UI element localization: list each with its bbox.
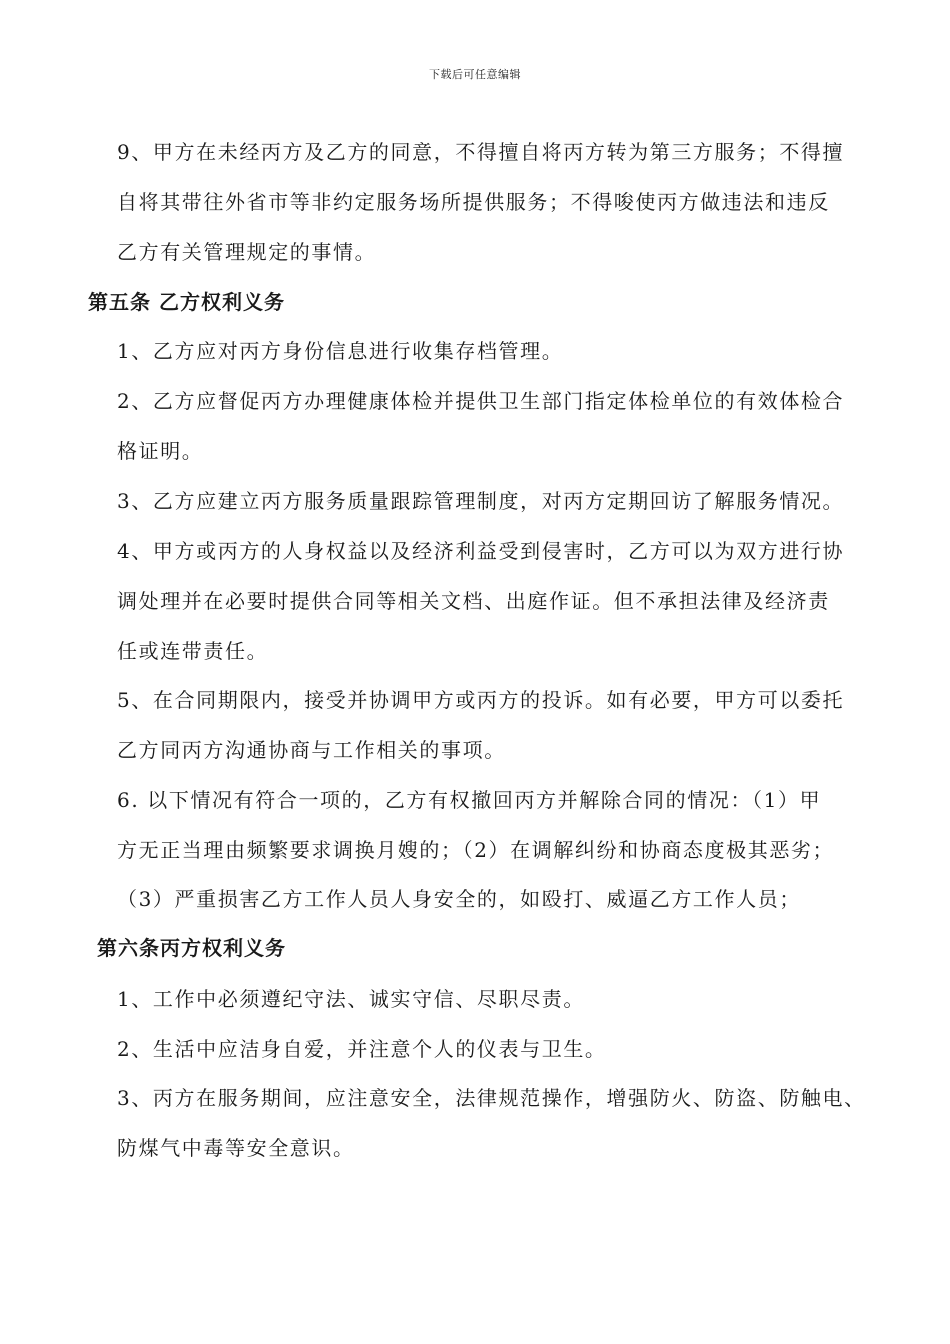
- clause-line: 3、丙方在服务期间，应注意安全，法律规范操作，增强防火、防盗、防触电、: [117, 1086, 866, 1110]
- clause-line: 5、在合同期限内，接受并协调甲方或丙方的投诉。如有必要，甲方可以委托: [117, 688, 845, 712]
- clause-line: 乙方同丙方沟通协商与工作相关的事项。: [117, 738, 506, 762]
- clause-line: 1、工作中必须遵纪守法、诚实守信、尽职尽责。: [117, 987, 585, 1011]
- section-heading-5: 第五条 乙方权利义务: [88, 290, 285, 314]
- clause-line: 2、乙方应督促丙方办理健康体检并提供卫生部门指定体检单位的有效体检合: [117, 389, 845, 413]
- section-heading-6: 第六条丙方权利义务: [97, 936, 286, 960]
- clause-line: 乙方有关管理规定的事情。: [117, 240, 377, 264]
- clause-line: （3）严重损害乙方工作人员人身安全的，如殴打、威逼乙方工作人员；: [117, 887, 801, 911]
- clause-line: 1、乙方应对丙方身份信息进行收集存档管理。: [117, 339, 564, 363]
- clause-line: 3、乙方应建立丙方服务质量跟踪管理制度，对丙方定期回访了解服务情况。: [117, 489, 845, 513]
- clause-line: 格证明。: [117, 439, 204, 463]
- clause-line: 9、甲方在未经丙方及乙方的同意，不得擅自将丙方转为第三方服务；不得擅: [117, 140, 845, 164]
- clause-line: 2、生活中应洁身自爱，并注意个人的仪表与卫生。: [117, 1037, 607, 1061]
- clause-line: 调处理并在必要时提供合同等相关文档、出庭作证。但不承担法律及经济责: [117, 589, 830, 613]
- page-header: 下载后可任意编辑: [429, 68, 521, 81]
- clause-line: 防煤气中毒等安全意识。: [117, 1136, 355, 1160]
- clause-line: 方无正当理由频繁要求调换月嫂的；（2）在调解纠纷和协商态度极其恶劣；: [117, 838, 835, 862]
- clause-line: 4、甲方或丙方的人身权益以及经济利益受到侵害时，乙方可以为双方进行协: [117, 539, 845, 563]
- clause-line: 自将其带往外省市等非约定服务场所提供服务；不得唆使丙方做违法和违反: [117, 190, 830, 214]
- clause-line: 任或连带责任。: [117, 639, 269, 663]
- clause-line: 6. 以下情况有符合一项的，乙方有权撤回丙方并解除合同的情况：（1）甲: [117, 788, 822, 812]
